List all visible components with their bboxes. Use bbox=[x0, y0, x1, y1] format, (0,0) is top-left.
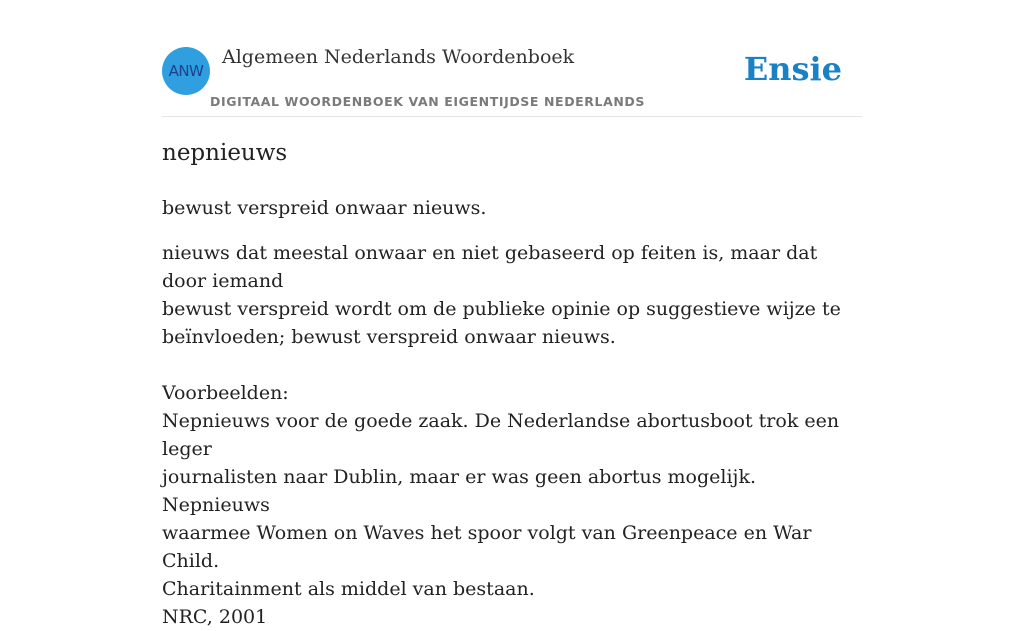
example-line: journalisten naar Dublin, maar er was geen abortus mogelijk. Nepnieuws bbox=[162, 466, 756, 516]
dictionary-subtitle: DIGITAAL WOORDENBOEK VAN EIGENTIJDSE NEDERLANDS bbox=[210, 94, 646, 109]
short-definition: bewust verspreid onwaar nieuws. bbox=[162, 197, 487, 219]
ensie-logo[interactable]: Ensie bbox=[743, 50, 842, 88]
dictionary-title[interactable]: Algemeen Nederlands Woordenboek bbox=[222, 46, 575, 68]
definition-line: beïnvloeden; bewust verspreid onwaar nieuws. bbox=[162, 326, 616, 348]
example-line: Charitainment als middel van bestaan. bbox=[162, 578, 535, 600]
site-header bbox=[162, 0, 862, 117]
page bbox=[162, 0, 862, 628]
anw-logo[interactable]: ANW bbox=[162, 47, 210, 95]
examples-label: Voorbeelden: bbox=[162, 382, 289, 404]
definition-line: nieuws dat meestal onwaar en niet gebaseerd op feiten is, maar dat door iemand bbox=[162, 242, 818, 292]
entry-body bbox=[162, 239, 862, 631]
example-line: waarmee Women on Waves het spoor volgt van Greenpeace en War Child. bbox=[162, 522, 812, 572]
definition-line: bewust verspreid wordt om de publieke opinie op suggestieve wijze te bbox=[162, 298, 841, 320]
example-source: NRC, 2001 bbox=[162, 606, 268, 628]
headword: nepnieuws bbox=[162, 140, 288, 166]
example-line: Nepnieuws voor de goede zaak. De Nederlandse abortusboot trok een leger bbox=[162, 410, 840, 460]
spacer bbox=[162, 351, 862, 379]
